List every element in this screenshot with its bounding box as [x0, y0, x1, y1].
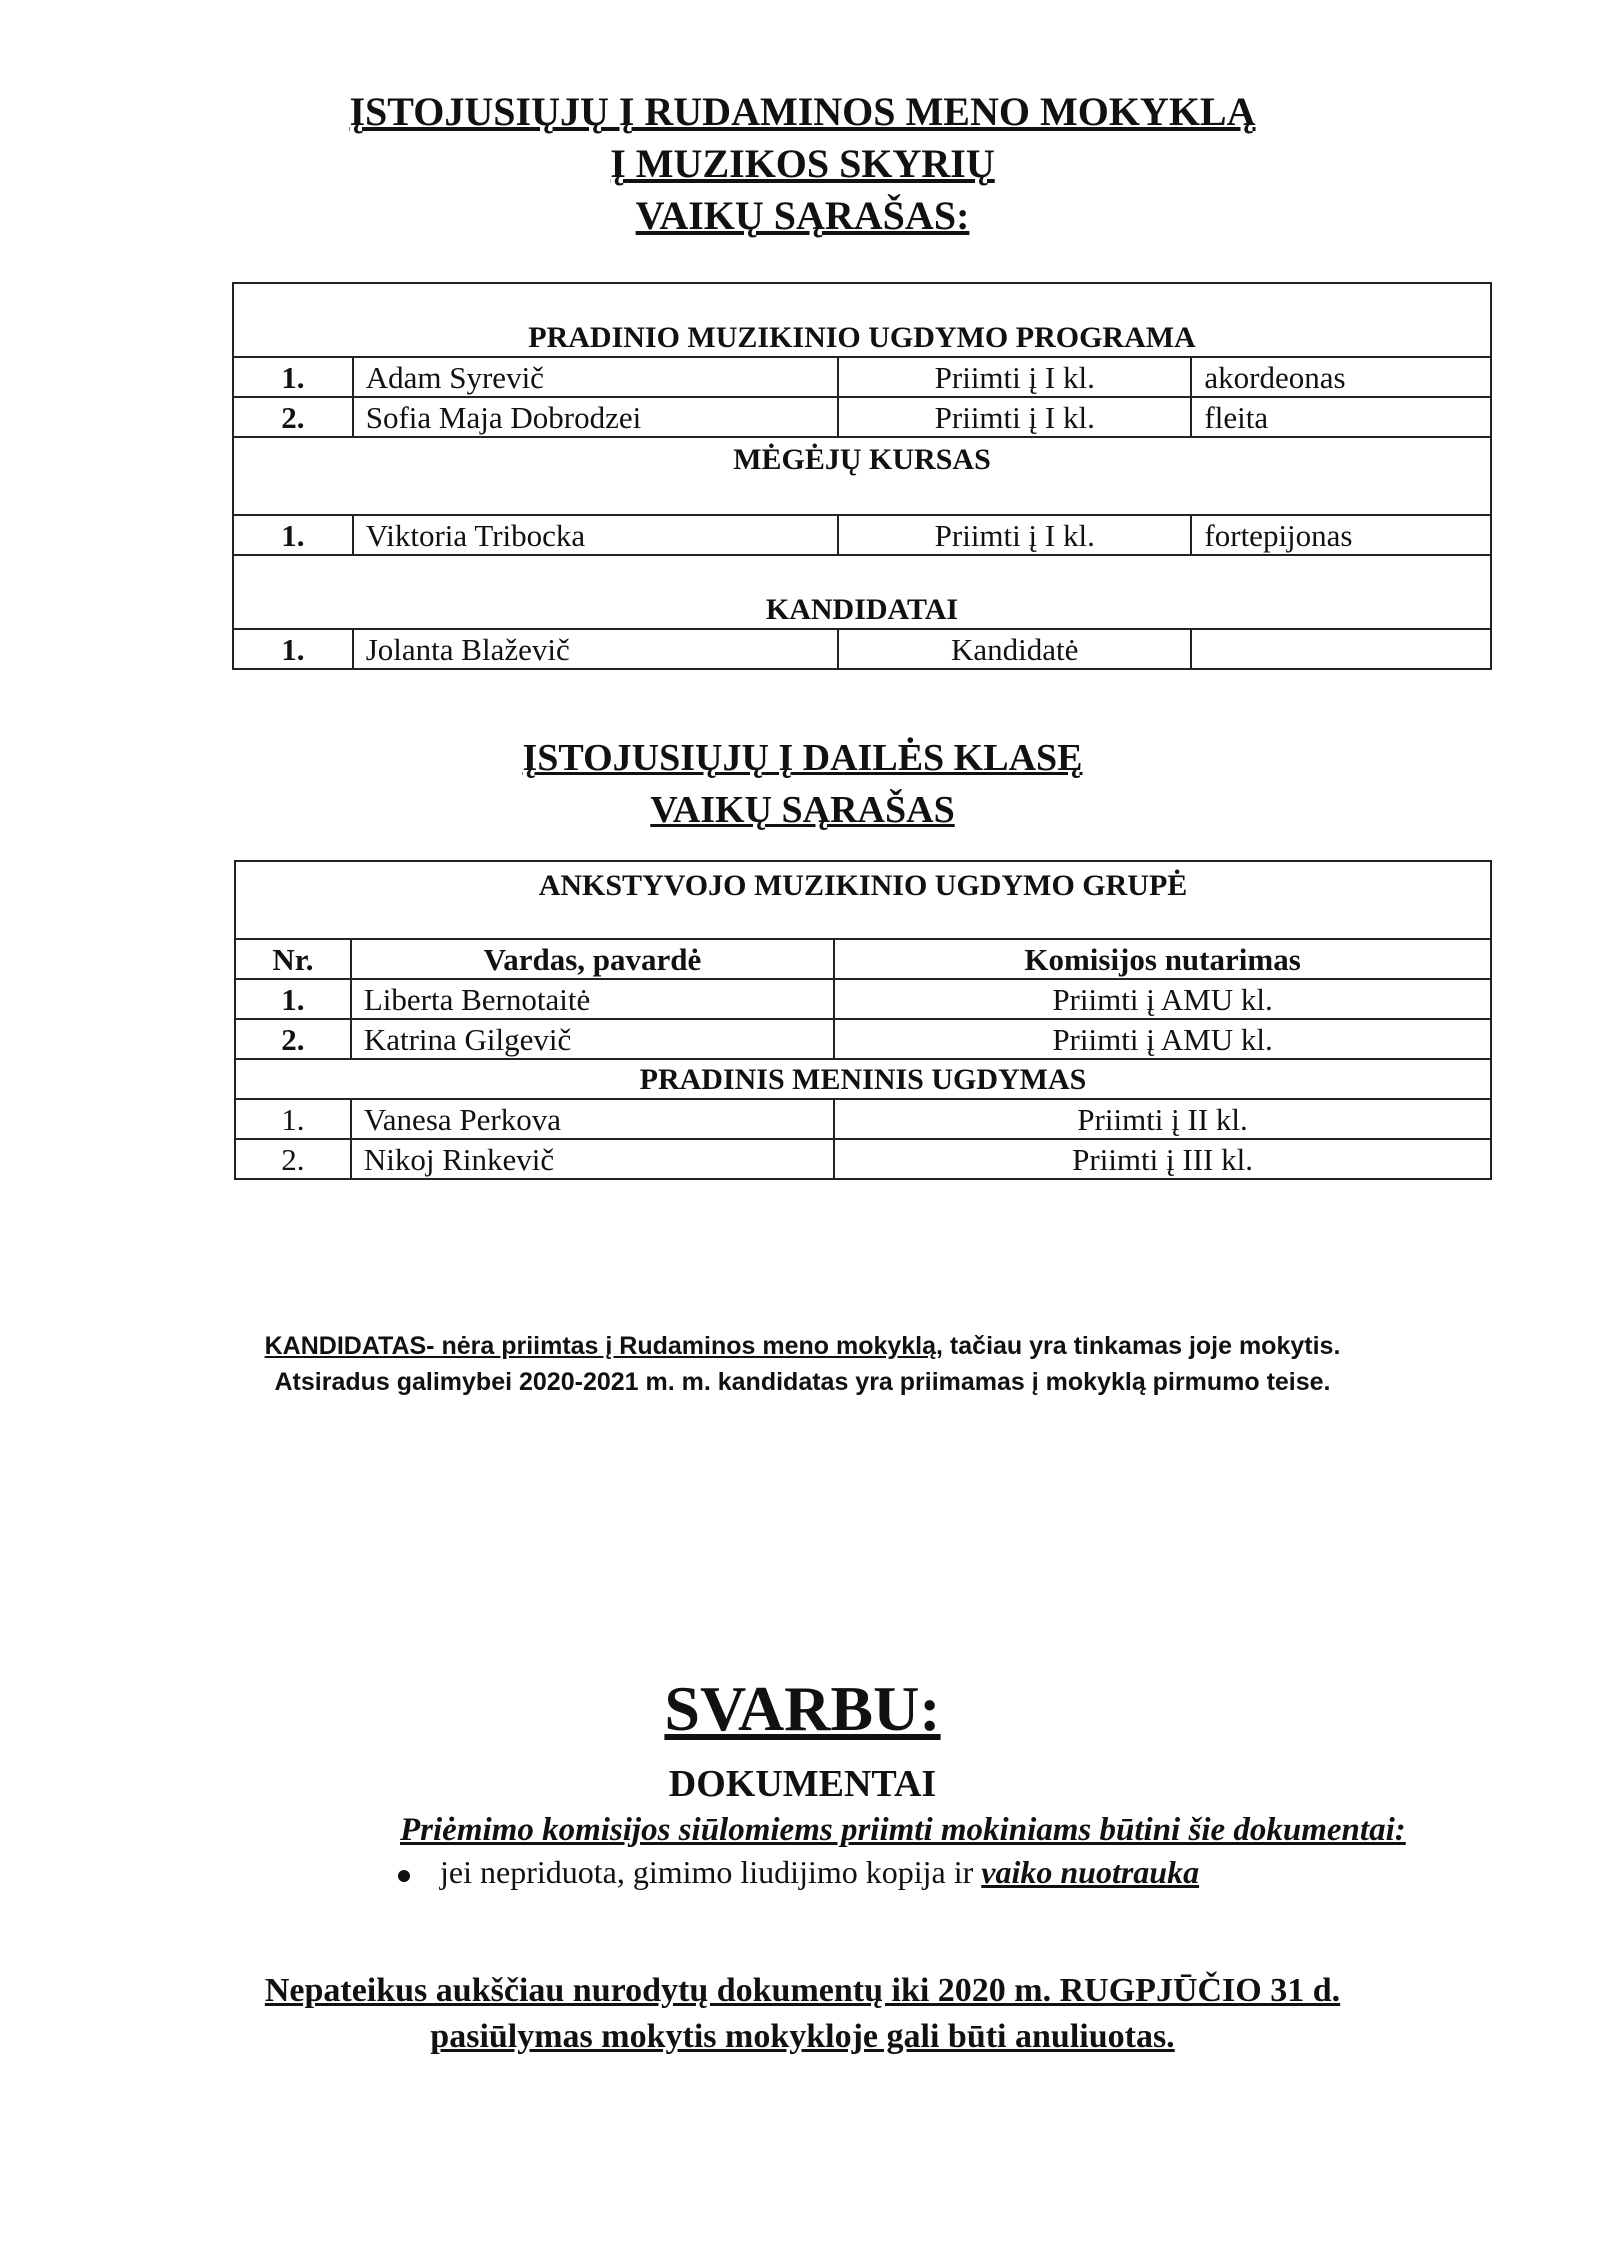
column-header-decision: Komisijos nutarimas: [834, 939, 1491, 979]
art-heading: [0, 732, 1605, 836]
column-header-name: Vardas, pavardė: [351, 939, 834, 979]
group-title: ANKSTYVOJO MUZIKINIO UGDYMO GRUPĖ: [235, 861, 1491, 939]
art-table: [234, 860, 1492, 1180]
music-heading-line-3: VAIKŲ SĄRAŠAS:: [635, 193, 970, 238]
student-name: Katrina Gilgevič: [351, 1019, 834, 1059]
row-number: 1.: [235, 979, 351, 1019]
section-row: [233, 555, 1491, 629]
decision: Priimti į II kl.: [834, 1099, 1491, 1139]
section-row: [235, 861, 1491, 939]
candidate-note: [0, 1328, 1605, 1400]
table-row: [233, 629, 1491, 669]
note-line-2: Atsiradus galimybei 2020-2021 m. m. kandidatas yra priimamas į mokyklą pirmumo teise.: [274, 1368, 1331, 1396]
student-name: Nikoj Rinkevič: [351, 1139, 834, 1179]
row-number: 2.: [235, 1019, 351, 1059]
music-heading-line-1: ĮSTOJUSIŲJŲ Į RUDAMINOS MENO MOKYKLĄ: [349, 89, 1256, 134]
row-number: 1.: [235, 1099, 351, 1139]
table-row: [233, 515, 1491, 555]
row-number: 1.: [233, 629, 353, 669]
instrument: [1191, 629, 1491, 669]
bullet-text: jei nepriduota, gimimo liudijimo kopija ir: [440, 1854, 982, 1890]
decision: Priimti į III kl.: [834, 1139, 1491, 1179]
warning-line-2: pasiūlymas mokytis mokykloje gali būti anuliuotas.: [430, 2018, 1175, 2055]
table-row: [235, 979, 1491, 1019]
section-title: PRADINIS MENINIS UGDYMAS: [235, 1059, 1491, 1099]
music-table: [232, 282, 1492, 670]
row-number: 2.: [235, 1139, 351, 1179]
note-underlined: KANDIDATAS- nėra priimtas į Rudaminos meno mokyklą,: [264, 1332, 943, 1360]
music-heading: [0, 86, 1605, 242]
student-name: Liberta Bernotaitė: [351, 979, 834, 1019]
instrument: fleita: [1191, 397, 1491, 437]
student-name: Adam Syrevič: [353, 357, 838, 397]
art-heading-line-1: ĮSTOJUSIŲJŲ Į DAILĖS KLASĘ: [522, 737, 1083, 779]
important-title: SVARBU:: [664, 1673, 941, 1744]
note-rest: tačiau yra tinkamas joje mokytis.: [942, 1332, 1341, 1360]
row-number: 1.: [233, 357, 353, 397]
student-name: Sofia Maja Dobrodzei: [353, 397, 838, 437]
table-row: [233, 397, 1491, 437]
documents-bullet: [398, 1854, 1199, 1891]
column-header-row: [235, 939, 1491, 979]
decision: Priimti į I kl.: [838, 397, 1191, 437]
section-title: KANDIDATAI: [233, 555, 1491, 629]
row-number: 1.: [233, 515, 353, 555]
section-title: MĖGĖJŲ KURSAS: [233, 437, 1491, 515]
instrument: fortepijonas: [1191, 515, 1491, 555]
decision: Priimti į I kl.: [838, 515, 1191, 555]
bullet-emphasis: vaiko nuotrauka: [981, 1854, 1200, 1890]
art-heading-line-2: VAIKŲ SĄRAŠAS: [650, 789, 955, 831]
bullet-dot-icon: [398, 1870, 410, 1882]
decision: Priimti į I kl.: [838, 357, 1191, 397]
column-header-nr: Nr.: [235, 939, 351, 979]
table-row: [233, 357, 1491, 397]
section-row: [235, 1059, 1491, 1099]
row-number: 2.: [233, 397, 353, 437]
music-heading-line-2: Į MUZIKOS SKYRIŲ: [610, 141, 995, 186]
section-title: PRADINIO MUZIKINIO UGDYMO PROGRAMA: [233, 283, 1491, 357]
table-row: [235, 1099, 1491, 1139]
table-row: [235, 1019, 1491, 1059]
decision: Priimti į AMU kl.: [834, 1019, 1491, 1059]
instrument: akordeonas: [1191, 357, 1491, 397]
section-row: [233, 437, 1491, 515]
table-row: [235, 1139, 1491, 1179]
decision: Priimti į AMU kl.: [834, 979, 1491, 1019]
documents-requirement: Priėmimo komisijos siūlomiems priimti mokiniams būtini šie dokumentai:: [400, 1812, 1406, 1848]
student-name: Jolanta Blaževič: [353, 629, 838, 669]
note-line-1: [0, 1328, 1605, 1364]
section-row: [233, 283, 1491, 357]
deadline-warning: [0, 1968, 1605, 2060]
documents-subtitle: DOKUMENTAI: [668, 1763, 937, 1805]
warning-line-1: Nepateikus aukščiau nurodytų dokumentų iki 2020 m. RUGPJŪČIO 31 d.: [264, 1972, 1341, 2009]
decision: Kandidatė: [838, 629, 1191, 669]
student-name: Vanesa Perkova: [351, 1099, 834, 1139]
student-name: Viktoria Tribocka: [353, 515, 838, 555]
